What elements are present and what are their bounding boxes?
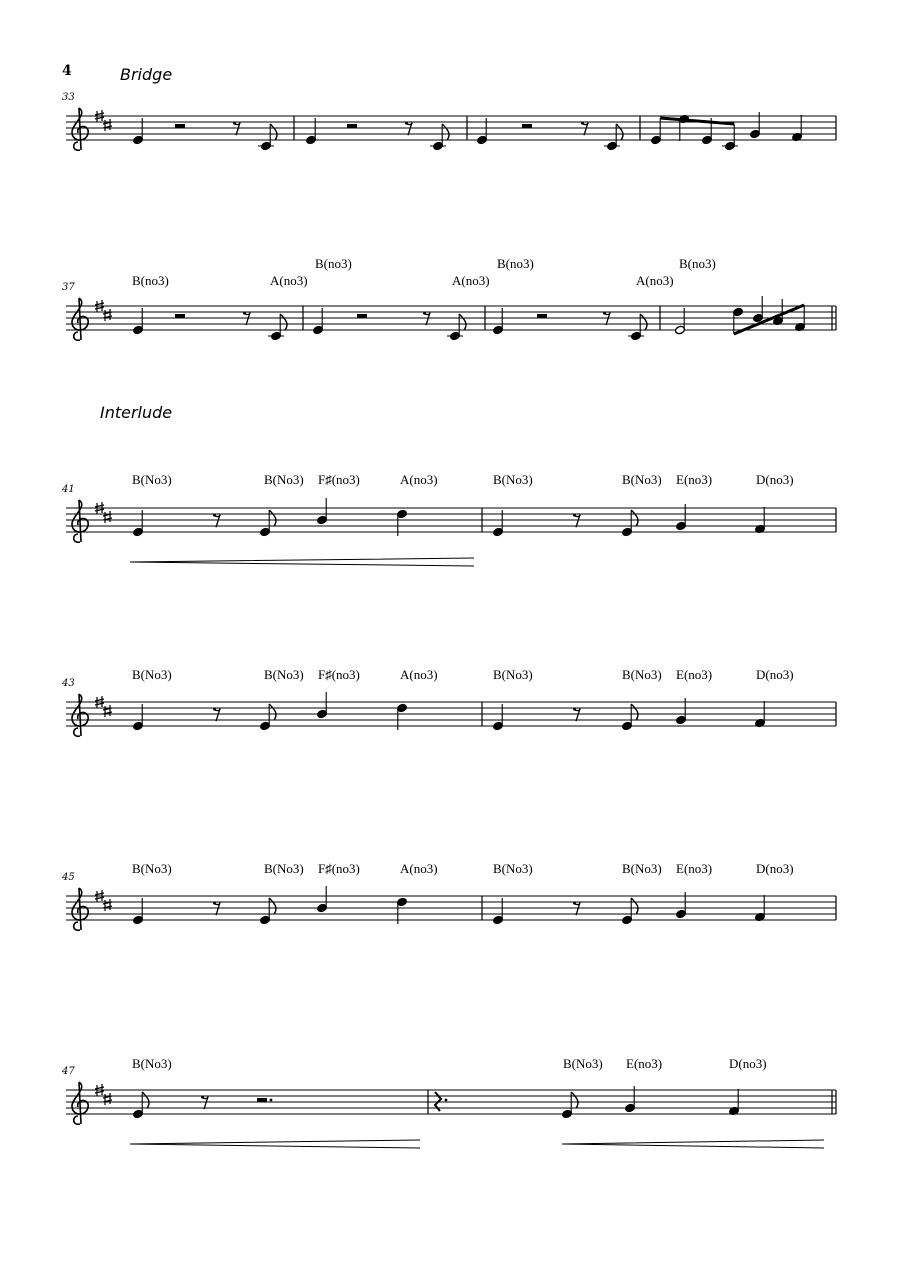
rest-dot	[405, 122, 408, 125]
treble-clef-icon	[72, 298, 88, 340]
rest-dot	[603, 312, 606, 315]
measure-number: 43	[62, 678, 75, 689]
rest-dot	[270, 1099, 273, 1102]
rest-dot	[233, 122, 236, 125]
rest-dot	[213, 708, 216, 711]
rest-dot	[581, 122, 584, 125]
half-rest	[347, 124, 357, 128]
chord-symbol: D(no3)	[756, 861, 794, 876]
note-flag	[631, 898, 638, 914]
chord-symbol: E(no3)	[676, 472, 713, 487]
note-flag	[616, 124, 623, 140]
chord-symbol: B(No3)	[493, 861, 533, 876]
measure-number: 45	[62, 872, 75, 883]
staff-system	[61, 1056, 836, 1124]
note-flag	[640, 314, 647, 330]
chord-symbol: B(No3)	[264, 861, 304, 876]
note-flag	[571, 1092, 578, 1108]
staff-system	[61, 667, 836, 736]
crescendo-hairpin	[130, 558, 474, 566]
half-rest	[257, 1098, 267, 1102]
rest-dot	[445, 1099, 448, 1102]
rest-dot	[573, 708, 576, 711]
chord-symbol: A(no3)	[636, 273, 674, 288]
chord-symbol: B(no3)	[679, 256, 716, 271]
chord-symbol: F♯(no3)	[318, 667, 360, 682]
rest-dot	[573, 902, 576, 905]
rest-dot	[213, 514, 216, 517]
chord-symbol: B(no3)	[315, 256, 352, 271]
measure-number: 33	[62, 92, 75, 103]
section-title-bridge: Bridge	[120, 65, 173, 84]
treble-clef-icon	[72, 108, 88, 150]
chord-symbol: A(no3)	[452, 273, 490, 288]
chord-symbol: A(no3)	[270, 273, 308, 288]
chord-symbol: B(No3)	[132, 1056, 172, 1071]
chord-symbol: B(No3)	[264, 472, 304, 487]
chord-symbol: B(No3)	[622, 472, 662, 487]
chord-symbol: B(No3)	[563, 1056, 603, 1071]
crescendo-hairpin	[562, 1140, 824, 1148]
staff-system	[61, 861, 836, 930]
staff-system	[62, 92, 836, 151]
chord-symbol: B(No3)	[132, 667, 172, 682]
note-flag	[631, 704, 638, 720]
note-flag	[270, 124, 277, 140]
chord-symbol: B(no3)	[497, 256, 534, 271]
crescendo-hairpin	[130, 1140, 420, 1148]
note-flag	[442, 124, 449, 140]
chord-symbol: B(No3)	[493, 472, 533, 487]
half-rest	[522, 124, 532, 128]
staff-system	[62, 256, 836, 341]
chord-symbol: A(no3)	[400, 667, 438, 682]
chord-symbol: A(no3)	[400, 472, 438, 487]
rest-dot	[423, 312, 426, 315]
measure-number: 41	[62, 484, 75, 495]
page-number: 4	[62, 63, 72, 79]
chord-symbol: E(no3)	[676, 667, 713, 682]
note-flag	[280, 314, 287, 330]
chord-symbol: F♯(no3)	[318, 472, 360, 487]
treble-clef-icon	[72, 888, 88, 930]
chord-symbol: B(No3)	[132, 861, 172, 876]
treble-clef-icon	[72, 500, 88, 542]
note-flag	[269, 510, 276, 526]
half-rest	[175, 314, 185, 318]
note-flag	[269, 704, 276, 720]
rest-dot	[243, 312, 246, 315]
chord-symbol: B(no3)	[132, 273, 169, 288]
half-rest	[357, 314, 367, 318]
note-flag	[142, 1092, 149, 1108]
chord-symbol: D(no3)	[756, 472, 794, 487]
chord-symbol: E(no3)	[676, 861, 713, 876]
chord-symbol: A(no3)	[400, 861, 438, 876]
chord-symbol: B(No3)	[622, 861, 662, 876]
section-title-interlude: Interlude	[100, 403, 173, 422]
note-flag	[631, 510, 638, 526]
chord-symbol: F♯(no3)	[318, 861, 360, 876]
chord-symbol: B(No3)	[493, 667, 533, 682]
rest-dot	[213, 902, 216, 905]
chord-symbol: E(no3)	[626, 1056, 663, 1071]
chord-symbol: D(no3)	[756, 667, 794, 682]
measure-number: 47	[62, 1066, 75, 1077]
chord-symbol: D(no3)	[729, 1056, 767, 1071]
chord-symbol: B(No3)	[264, 667, 304, 682]
chord-symbol: B(No3)	[622, 667, 662, 682]
note-flag	[459, 314, 466, 330]
treble-clef-icon	[72, 1082, 88, 1124]
chord-symbol: B(No3)	[132, 472, 172, 487]
half-rest	[175, 124, 185, 128]
rest-dot	[201, 1096, 204, 1099]
note-beam	[660, 118, 734, 124]
staff-system	[61, 472, 836, 542]
note-flag	[269, 898, 276, 914]
half-rest	[537, 314, 547, 318]
rest-dot	[573, 514, 576, 517]
measure-number: 37	[62, 282, 75, 293]
treble-clef-icon	[72, 694, 88, 736]
